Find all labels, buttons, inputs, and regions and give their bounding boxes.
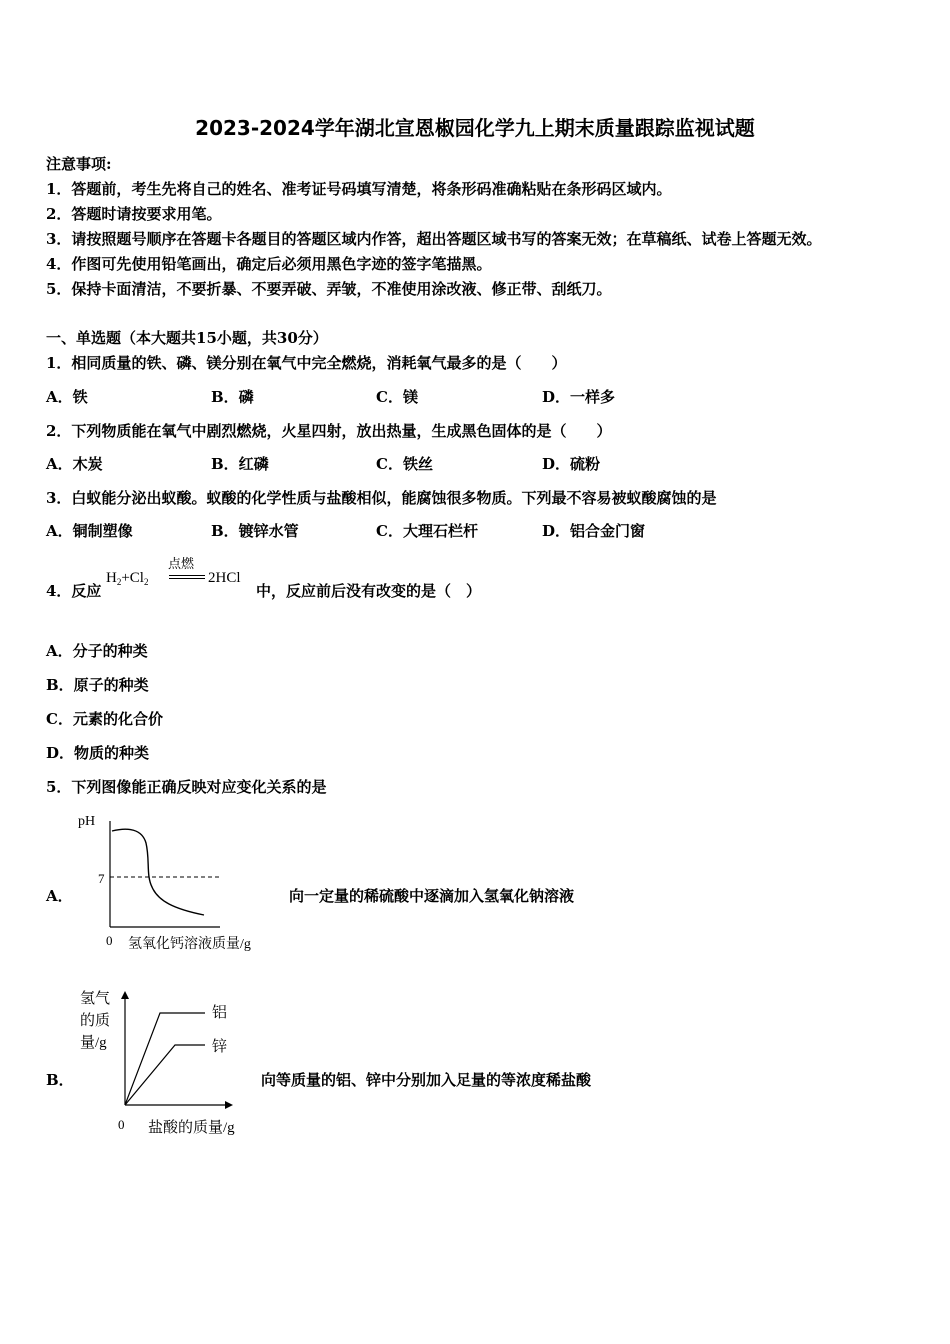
section-heading: 一、单选题（本大题共15小题，共30分）	[46, 329, 328, 347]
question-5-stem: 5．下列图像能正确反映对应变化关系的是	[46, 778, 327, 796]
q2-option-b: B．红磷	[211, 455, 269, 473]
question-2-stem: 2．下列物质能在氧气中剧烈燃烧，火星四射，放出热量，生成黑色固体的是（ ）	[46, 422, 612, 440]
exam-title: 2023-2024学年湖北宣恩椒园化学九上期末质量跟踪监视试题	[195, 116, 755, 140]
aluminum-label: 铝	[212, 1005, 228, 1021]
equation-condition: 点燃	[168, 557, 195, 572]
eq-h: H	[106, 570, 117, 586]
h2-axis-label-line3: 量/g	[80, 1035, 107, 1051]
notice-item: 4．作图可先使用铅笔画出，确定后必须用黑色字迹的签字笔描黑。	[46, 255, 492, 273]
notice-heading: 注意事项:	[46, 155, 112, 173]
reaction-equation	[106, 553, 256, 601]
equation-reactants	[106, 570, 148, 587]
equation-product: 2HCl	[208, 570, 241, 586]
q3-option-a: A．铜制塑像	[46, 522, 133, 540]
h2-x-axis-arrow	[225, 1101, 233, 1109]
q1-option-b: B．磷	[211, 388, 254, 406]
notice-item: 1．答题前，考生先将自己的姓名、准考证号码填写清楚，将条形码准确粘贴在条形码区域内。	[46, 180, 672, 198]
h2-axis-label-line1: 氢气	[80, 991, 111, 1007]
q4-option-d: D．物质的种类	[46, 744, 150, 762]
q1-option-c: C．镁	[376, 388, 418, 406]
equation-bar-top	[169, 575, 205, 576]
notice-item: 5．保持卡面清洁，不要折暴、不要弄破、弄皱，不准使用涂改液、修正带、刮纸刀。	[46, 280, 612, 298]
notice-item: 3．请按照题号顺序在答题卡各题目的答题区域内作答，超出答题区域书写的答案无效；在草稿纸、试卷上答题无效。	[46, 230, 822, 248]
ph-axis-label: pH	[78, 814, 96, 829]
h2-axis-label-line2: 的质	[80, 1013, 111, 1029]
q2-option-c: C．铁丝	[376, 455, 433, 473]
zinc-label: 锌	[212, 1039, 228, 1055]
q1-option-a: A．铁	[46, 388, 88, 406]
question-4-suffix: 中，反应前后没有改变的是（ ）	[256, 582, 482, 600]
equation-bar-bottom	[169, 578, 205, 579]
q4-option-b: B．原子的种类	[46, 676, 149, 694]
q5-option-a-label: A．	[46, 887, 73, 905]
q3-option-d: D．铝合金门窗	[542, 522, 646, 540]
h2-y-axis-arrow	[121, 991, 129, 999]
ph-tick-7: 7	[98, 871, 105, 886]
eq-plus-cl: +Cl	[121, 570, 144, 586]
ph-curve	[112, 829, 204, 915]
question-4-prefix: 4．反应	[46, 582, 102, 600]
ph-origin: 0	[106, 933, 113, 948]
q5-option-b-label: B．	[46, 1071, 74, 1089]
hydrogen-graph	[70, 985, 270, 1140]
h2-x-axis-label: 盐酸的质量/g	[148, 1120, 235, 1136]
ph-graph	[70, 805, 290, 955]
eq-cl-subscript: 2	[143, 577, 149, 587]
question-3-stem: 3．白蚁能分泌出蚁酸。蚁酸的化学性质与盐酸相似，能腐蚀很多物质。下列最不容易被蚁酸腐蚀的是	[46, 489, 717, 507]
q4-option-c: C．元素的化合价	[46, 710, 163, 728]
ph-x-axis-label: 氢氧化钙溶液质量/g	[128, 937, 251, 952]
q1-option-d: D．一样多	[542, 388, 616, 406]
eq-h-subscript: 2	[116, 577, 122, 587]
q3-option-c: C．大理石栏杆	[376, 522, 478, 540]
q4-option-a: A．分子的种类	[46, 642, 148, 660]
q5-option-b-text: 向等质量的铝、锌中分别加入足量的等浓度稀盐酸	[261, 1071, 592, 1089]
h2-origin: 0	[118, 1117, 125, 1132]
q2-option-a: A．木炭	[46, 455, 103, 473]
notice-item: 2．答题时请按要求用笔。	[46, 205, 222, 223]
q3-option-b: B．镀锌水管	[211, 522, 299, 540]
question-1-stem: 1．相同质量的铁、磷、镁分别在氧气中完全燃烧，消耗氧气最多的是（ ）	[46, 354, 567, 372]
q2-option-d: D．硫粉	[542, 455, 601, 473]
q5-option-a-text: 向一定量的稀硫酸中逐滴加入氢氧化钠溶液	[289, 887, 575, 905]
